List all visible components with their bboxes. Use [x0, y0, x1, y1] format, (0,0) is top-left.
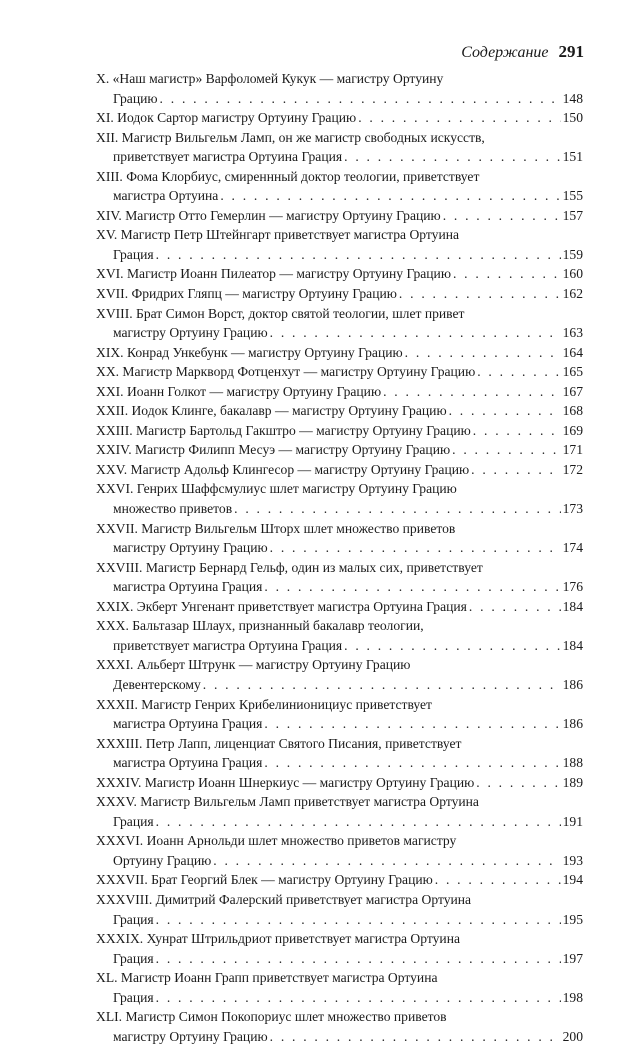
toc-line: [96, 636, 583, 656]
dot-leader: [264, 753, 560, 773]
toc-line: [96, 284, 583, 304]
toc-entry: [96, 870, 583, 890]
toc-entry-title-continued: приветствует магистра Ортуина Грация: [113, 149, 343, 165]
dot-leader: [234, 499, 560, 519]
toc-line: [96, 597, 583, 617]
toc-entry-title-continued: магистра Ортуина Грация: [113, 755, 263, 771]
dot-leader: [405, 343, 561, 363]
toc-entry: [96, 343, 583, 363]
toc-line: [96, 988, 583, 1008]
toc-entry: [96, 401, 583, 421]
toc-entry: [96, 421, 583, 441]
toc-entry: [96, 440, 583, 460]
toc-entry: [96, 597, 583, 617]
toc-line: [96, 440, 583, 460]
toc-entry: [96, 929, 583, 968]
toc-page-number: 200: [562, 1028, 583, 1044]
toc-entry-title-continued: Грация: [113, 950, 154, 966]
toc-page-number: 165: [562, 364, 583, 380]
toc-entry-title-continued: Грация: [113, 813, 154, 829]
toc-page-number: 159: [562, 246, 583, 262]
toc-page-number: 188: [562, 755, 583, 771]
dot-leader: [270, 323, 561, 343]
dot-leader: [477, 362, 560, 382]
toc-entry-title: XVIII. Брат Симон Ворст, доктор святой теологии, шлет привет: [96, 305, 465, 321]
toc-entry-title: XIX. Конрад Ункебунк — магистру Ортуину Грацию: [96, 344, 403, 360]
toc-page-number: 169: [562, 422, 583, 438]
toc-page-number: 162: [562, 286, 583, 302]
toc-entry-title-continued: приветствует магистра Ортуина Грация: [113, 637, 343, 653]
toc-line: [96, 968, 583, 988]
toc-entry-title: XXX. Бальтазар Шлаух, признанный бакалавр теологии,: [96, 618, 424, 634]
toc-line: [96, 206, 583, 226]
toc-entry: [96, 831, 583, 870]
toc-entry: [96, 479, 583, 518]
toc-line: [96, 108, 583, 128]
toc-page-number: 191: [562, 813, 583, 829]
toc-entry: [96, 519, 583, 558]
toc-entry: [96, 460, 583, 480]
toc-entry: [96, 284, 583, 304]
dot-leader: [473, 421, 561, 441]
dot-leader: [452, 440, 560, 460]
toc-line: [96, 1027, 583, 1046]
toc-entry: [96, 382, 583, 402]
running-header: [461, 42, 584, 63]
toc-entry-title: XXIV. Магистр Филипп Месуэ — магистру Ортуину Грацию: [96, 442, 451, 458]
toc-line: [96, 655, 583, 675]
toc-line: [96, 519, 583, 539]
toc-line: [96, 128, 583, 148]
toc-entry: [96, 69, 583, 108]
toc-entry-title: XXVII. Магистр Вильгельм Шторх шлет множество приветов: [96, 520, 456, 536]
toc-page-number: 197: [562, 950, 583, 966]
toc-entry: [96, 128, 583, 167]
toc-entry-title: XX. Магистр Маркворд Фотценхут — магистру Ортуину Грацию: [96, 364, 476, 380]
toc-entry-title: XIV. Магистр Отто Гемерлин — магистру Ортуину Грацию: [96, 207, 441, 223]
dot-leader: [213, 851, 560, 871]
toc-entry-title-continued: магистру Ортуину Грацию: [113, 325, 268, 341]
toc-entry-title: XXXVII. Брат Георгий Блек — магистру Ортуину Грацию: [96, 872, 433, 888]
toc-page-number: 189: [562, 774, 583, 790]
toc-line: [96, 929, 583, 949]
toc-line: [96, 675, 583, 695]
dot-leader: [435, 870, 561, 890]
dot-leader: [156, 988, 561, 1008]
toc-entry: [96, 264, 583, 284]
toc-page-number: 193: [562, 852, 583, 868]
dot-leader: [156, 245, 561, 265]
toc-line: [96, 245, 583, 265]
toc-page-number: 168: [562, 403, 583, 419]
toc-entry-title-continued: Грация: [113, 246, 154, 262]
toc-page-number: 186: [562, 716, 583, 732]
toc-entry-title: XXV. Магистр Адольф Клингесор — магистру Ортуину Грацию: [96, 461, 470, 477]
toc-entry-title-continued: магистру Ортуину Грацию: [113, 540, 268, 556]
toc-page-number: 163: [562, 325, 583, 341]
toc-entry-title: XXXIII. Петр Лапп, лиценциат Святого Писания, приветствует: [96, 735, 462, 751]
toc-line: [96, 362, 583, 382]
toc-entry-title-continued: Грация: [113, 989, 154, 1005]
toc-line: [96, 304, 583, 324]
toc-entry-title: XXVI. Генрих Шаффсмулиус шлет магистру Ортуину Грацию: [96, 481, 457, 497]
toc-line: [96, 401, 583, 421]
toc-page-number: 184: [562, 598, 583, 614]
dot-leader: [264, 577, 560, 597]
toc-page-number: 148: [562, 90, 583, 106]
toc-entry-title-continued: Грацию: [113, 90, 158, 106]
toc-entry-title-continued: магистра Ортуина Грация: [113, 716, 263, 732]
toc-page-number: 172: [562, 461, 583, 477]
toc-line: [96, 1007, 583, 1027]
toc-line: [96, 264, 583, 284]
toc-line: [96, 851, 583, 871]
toc-page-number: 173: [562, 501, 583, 517]
toc-line: [96, 421, 583, 441]
dot-leader: [270, 1027, 561, 1046]
toc-page-number: 171: [562, 442, 583, 458]
page-number: 291: [558, 42, 584, 61]
dot-leader: [203, 675, 561, 695]
toc-line: [96, 89, 583, 109]
toc-line: [96, 558, 583, 578]
toc-entry-title: X. «Наш магистр» Варфоломей Кукук — магистру Ортуину: [96, 71, 444, 86]
toc-entry-title: XXXV. Магистр Вильгельм Ламп приветствует магистра Ортуина: [96, 794, 479, 810]
toc-line: [96, 460, 583, 480]
toc-entry: [96, 968, 583, 1007]
toc-entry: [96, 304, 583, 343]
toc-page-number: 195: [562, 911, 583, 927]
toc-entry-title: XXIII. Магистр Бартольд Гакштро — магистру Ортуину Грацию: [96, 422, 471, 438]
toc-line: [96, 382, 583, 402]
toc-line: [96, 890, 583, 910]
toc-page-number: 150: [562, 110, 583, 126]
toc-entry-title: XXXII. Магистр Генрих Крибелинионициус приветствует: [96, 696, 432, 712]
toc-entry-title-continued: множество приветов: [113, 501, 233, 517]
dot-leader: [156, 812, 561, 832]
toc-entry-title: XXXVIII. Димитрий Фалерский приветствует магистра Ортуина: [96, 891, 472, 907]
toc-entry: [96, 616, 583, 655]
toc-line: [96, 753, 583, 773]
toc-entry-title-continued: магистра Ортуина: [113, 188, 219, 204]
toc-page-number: 194: [562, 872, 583, 888]
toc-entry-title: XVII. Фридрих Гляпц — магистру Ортуину Грацию: [96, 286, 397, 302]
toc-entry: [96, 890, 583, 929]
dot-leader: [344, 147, 560, 167]
dot-leader: [476, 773, 560, 793]
toc-line: [96, 773, 583, 793]
toc-line: [96, 870, 583, 890]
dot-leader: [220, 186, 560, 206]
toc-line: [96, 792, 583, 812]
toc-page-number: 186: [562, 676, 583, 692]
toc-line: [96, 538, 583, 558]
toc-entry: [96, 792, 583, 831]
toc-entry-title: XXXI. Альберт Штрунк — магистру Ортуину Грацию: [96, 657, 411, 673]
toc-entry: [96, 108, 583, 128]
toc-line: [96, 225, 583, 245]
toc-entry: [96, 655, 583, 694]
toc-entry-title-continued: Грация: [113, 911, 154, 927]
toc-page-number: 155: [562, 188, 583, 204]
toc-entry-title: XV. Магистр Петр Штейнгарт приветствует магистра Ортуина: [96, 227, 460, 243]
toc-line: [96, 949, 583, 969]
toc-line: [96, 69, 583, 89]
toc-entry-title: XII. Магистр Вильгельм Ламп, он же магистр свободных искусств,: [96, 129, 485, 145]
toc-entry: [96, 225, 583, 264]
dot-leader: [453, 264, 561, 284]
toc-line: [96, 695, 583, 715]
dot-leader: [443, 206, 561, 226]
toc-entry: [96, 167, 583, 206]
running-header-title: Содержание: [461, 44, 549, 61]
dot-leader: [156, 949, 561, 969]
toc-entry: [96, 734, 583, 773]
toc-entry: [96, 695, 583, 734]
toc-line: [96, 616, 583, 636]
toc-entry-title: XIII. Фома Клорбиус, смиреннный доктор теологии, приветствует: [96, 168, 480, 184]
toc-page-number: 157: [562, 207, 583, 223]
toc-page-number: 176: [562, 579, 583, 595]
toc-entry-title: XI. Иодок Сартор магистру Ортуину Грацию: [96, 110, 357, 126]
toc-page-number: 160: [562, 266, 583, 282]
toc-entry: [96, 206, 583, 226]
dot-leader: [399, 284, 561, 304]
toc-line: [96, 343, 583, 363]
toc-entry: [96, 558, 583, 597]
toc-entry-title: XXXIX. Хунрат Штрильдриот приветствует магистра Ортуина: [96, 931, 461, 947]
toc-line: [96, 499, 583, 519]
toc-entry-title: XLI. Магистр Симон Покопориус шлет множество приветов: [96, 1009, 447, 1025]
toc-entry-title: XVI. Магистр Иоанн Пилеатор — магистру Ортуину Грацию: [96, 266, 451, 282]
dot-leader: [449, 401, 561, 421]
toc-entry-title-continued: Ортуину Грацию: [113, 852, 212, 868]
toc-page-number: 198: [562, 989, 583, 1005]
toc-entry: [96, 1007, 583, 1046]
dot-leader: [358, 108, 560, 128]
toc-page-number: 184: [562, 637, 583, 653]
toc-entry-title: XXXIV. Магистр Иоанн Шнеркиус — магистру Ортуину Грацию: [96, 774, 475, 790]
dot-leader: [469, 597, 561, 617]
toc-line: [96, 812, 583, 832]
toc-page-number: 164: [562, 344, 583, 360]
dot-leader: [383, 382, 561, 402]
toc-line: [96, 577, 583, 597]
toc-page-number: 167: [562, 383, 583, 399]
toc-entry-title: XXIX. Экберт Унгенант приветствует магистра Ортуина Грация: [96, 598, 467, 614]
toc-entry-title-continued: Девентерскому: [113, 676, 201, 692]
toc-page-number: 174: [562, 540, 583, 556]
toc-entry: [96, 362, 583, 382]
toc-line: [96, 147, 583, 167]
toc-entry-title-continued: магистру Ортуину Грацию: [113, 1028, 268, 1044]
toc-line: [96, 323, 583, 343]
toc-line: [96, 714, 583, 734]
dot-leader: [471, 460, 560, 480]
toc-line: [96, 167, 583, 187]
table-of-contents: [96, 69, 583, 1046]
dot-leader: [344, 636, 560, 656]
toc-line: [96, 831, 583, 851]
dot-leader: [156, 910, 561, 930]
toc-entry: [96, 773, 583, 793]
dot-leader: [160, 89, 561, 109]
toc-entry-title: XXII. Иодок Клинге, бакалавр — магистру Ортуину Грацию: [96, 403, 447, 419]
toc-line: [96, 734, 583, 754]
toc-line: [96, 186, 583, 206]
toc-entry-title: XXVIII. Магистр Бернард Гельф, один из малых сих, приветствует: [96, 559, 483, 575]
toc-line: [96, 479, 583, 499]
toc-entry-title: XL. Магистр Иоанн Грапп приветствует магистра Ортуина: [96, 970, 438, 986]
toc-page-number: 151: [562, 149, 583, 165]
toc-entry-title: XXXVI. Иоанн Арнольди шлет множество приветов магистру: [96, 833, 457, 849]
dot-leader: [264, 714, 560, 734]
dot-leader: [270, 538, 561, 558]
toc-line: [96, 910, 583, 930]
toc-entry-title: XXI. Иоанн Голкот — магистру Ортуину Грацию: [96, 383, 382, 399]
toc-entry-title-continued: магистра Ортуина Грация: [113, 579, 263, 595]
